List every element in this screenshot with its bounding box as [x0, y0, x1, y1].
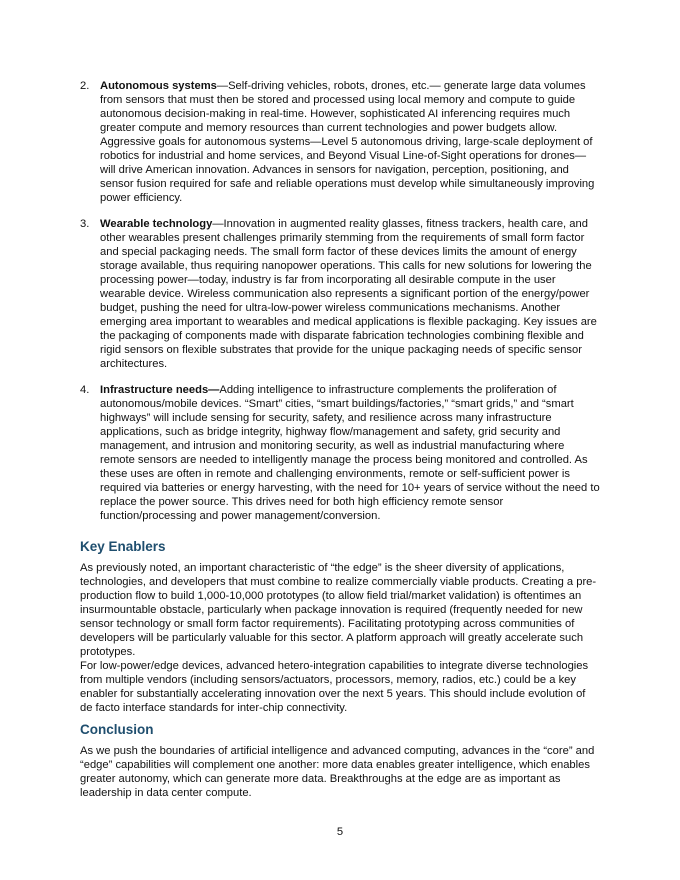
list-text: Adding intelligence to infrastructure complements the proliferation of autonomous/mobile devices. “Smart” cities, “smart buildings/factories,” “smart grids,” and “smart highways” will include sensing for security, safety, and resilience across many infrastructure applications, such as bridge integrity, highway flow/management and safety, grid security and management, and intrusion and monitoring security, as well as industrial manufacturing where remote sensors are needed to intelligently manage the process being monitored and controlled. As these uses are often in remote and challenging environments, remote or self-sufficient power is required via batteries or energy harvesting, with the need for 10+ years of service without the need to replace the power source. This drives need for both high efficiency remote sensor function/processing and power management/conversion. — [100, 384, 600, 522]
section-heading: Key Enablers — [80, 539, 166, 554]
list-text: —Self-driving vehicles, robots, drones, etc.— generate large data volumes from sensors that must then be stored and processed using local memory and compute to guide autonomous decision-making in real-time. However, sophisticated AI inferencing requires much greater compute and memory resources than current technologies and power budgets allow. Aggressive goals for autonomous systems—Level 5 autonomous driving, large-scale deployment of robotics for industrial and home services, and Beyond Visual Line-of-Sight operations for drones—will drive American innovation. Advances in sensors for navigation, perception, positioning, and sensor fusion required for safe and reliable operations must develop while simultaneously improving power efficiency. — [100, 80, 595, 204]
list-text: —Innovation in augmented reality glasses, fitness trackers, health care, and other wearables present challenges primarily stemming from the requirements of small form factor and special packaging needs. The small form factor of these devices limits the amount of energy storage available, thus requiring nanopower operations. This calls for new solutions for lowering the processing power—today, industry is far from incorporating all desirable compute in the user wearable device. Wireless communication also represents a significant portion of the energy/power budget, pushing the need for ultra-low-power wireless communications mechanisms. Another emerging area important to wearables and medical applications is flexible packaging. Key issues are the packaging of components made with disparate fabrication technologies combining flexible and rigid sensors on flexible substrates that provide for the unique packaging needs of specific sensor architectures. — [100, 218, 597, 370]
page-number: 5 — [336, 826, 344, 838]
list-item-infrastructure-needs — [80, 383, 600, 523]
list-item-wearable-technology — [80, 217, 600, 371]
paragraph: For low-power/edge devices, advanced hetero-integration capabilities to integrate diverse technologies from multiple vendors (including sensors/actuators, processors, memory, radios, etc.) could be a key enabler for substantially accelerating innovation over the next 5 years. This should include evolution of de facto interface standards for inter-chip connectivity. — [80, 660, 589, 714]
paragraph: As previously noted, an important characteristic of “the edge” is the sheer diversity of applications, technologies, and developers that must combine to realize commercially viable products. Creating a pre-production flow to build 1,000-10,000 prototypes (to allow field trial/market validation) is oftentimes an insurmountable obstacle, particularly when package innovation is required (frequently needed for new sensor technology or small form factor requirements). Facilitating prototyping across communities of developers will be particularly valuable for this sector. A platform approach will greatly accelerate such prototypes. — [80, 562, 597, 658]
list-number: 2. — [80, 80, 90, 92]
list-number: 3. — [80, 218, 90, 230]
section-conclusion — [80, 722, 600, 800]
section-key-enablers — [80, 539, 600, 715]
list-number: 4. — [80, 384, 90, 396]
paragraph: As we push the boundaries of artificial intelligence and advanced computing, advances in the “core” and “edge” capabilities will complement one another: more data enables greater intelligence, which enables greater autonomy, which can generate more data. Breakthroughs at the edge are as important as leadership in data center compute. — [80, 745, 595, 799]
numbered-list — [80, 79, 600, 535]
list-item-autonomous-systems — [80, 79, 600, 205]
list-term: Wearable technology — [100, 218, 213, 230]
section-heading: Conclusion — [80, 722, 154, 737]
list-term: Infrastructure needs— — [100, 384, 220, 396]
list-term: Autonomous systems — [100, 80, 217, 92]
